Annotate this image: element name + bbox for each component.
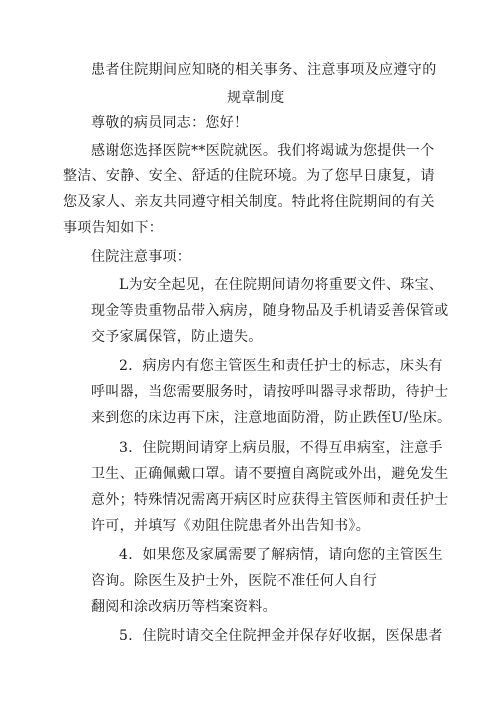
item-3-line-4: 许可，并填写《劝阻住院患者外出告知书》。 <box>91 518 370 534</box>
item-3-line-2: 卫生、正确佩戴口罩。请不要擅自离院或外出，避免发生 <box>91 466 449 482</box>
item-2-line-1: 2．病房内有您主管医生和责任护士的标志，床头有 <box>119 358 443 374</box>
section-heading: 住院注意事项： <box>91 249 192 265</box>
intro-line-2: 整洁、安静、安全、舒适的住院环境。为了您早日康复，请 <box>63 168 435 184</box>
item-4-line-3: 翻阅和涂改病历等档案资料。 <box>91 599 277 615</box>
item-4-line-2: 咨询。除医生及护士外，医院不准任何人自行 <box>91 573 377 589</box>
intro-line-4: 事项告知如下： <box>63 220 164 236</box>
intro-line-1: 感谢您选择医院**医院就医。我们将竭诚为您提供一个 <box>91 143 435 159</box>
item-5-line-1: 5．住院时请交全住院押金并保存好收据，医保患者 <box>119 628 443 644</box>
item-2-line-2: 呼叫器，当您需要服务时，请按呼叫器寻求帮助，待护士 <box>91 384 449 400</box>
item-3-line-3: 意外；特殊情况需离开病区时应获得主管医师和责任护士 <box>91 492 449 508</box>
item-3-line-1: 3．住院期间请穿上病员服，不得互串病室，注意手 <box>119 440 443 456</box>
item-4-line-1: 4．如果您及家属需要了解病情，请向您的主管医生 <box>119 547 443 563</box>
item-2-line-3: 来到您的床边再下床，注意地面防滑，防止跌侄U/坠床。 <box>91 410 452 426</box>
item-1-line-1: L为安全起见，在住院期间请勿将重要文件、珠宝、 <box>119 277 444 293</box>
document-title-line-1: 患者住院期间应知晓的相关事务、注意事项及应遵守的 <box>91 62 437 78</box>
document-title-line-2: 规章制度 <box>227 90 285 106</box>
greeting: 尊敬的病员同志：您好！ <box>91 115 249 131</box>
intro-line-3: 您及家人、亲友共同遵守相关制度。特此将住院期间的有关 <box>63 194 435 210</box>
item-1-line-2: 现金等贵重物品带入病房，随身物品及手机请妥善保管或 <box>91 303 449 319</box>
item-1-line-3: 交予家属保管，防止遗失。 <box>91 329 263 345</box>
